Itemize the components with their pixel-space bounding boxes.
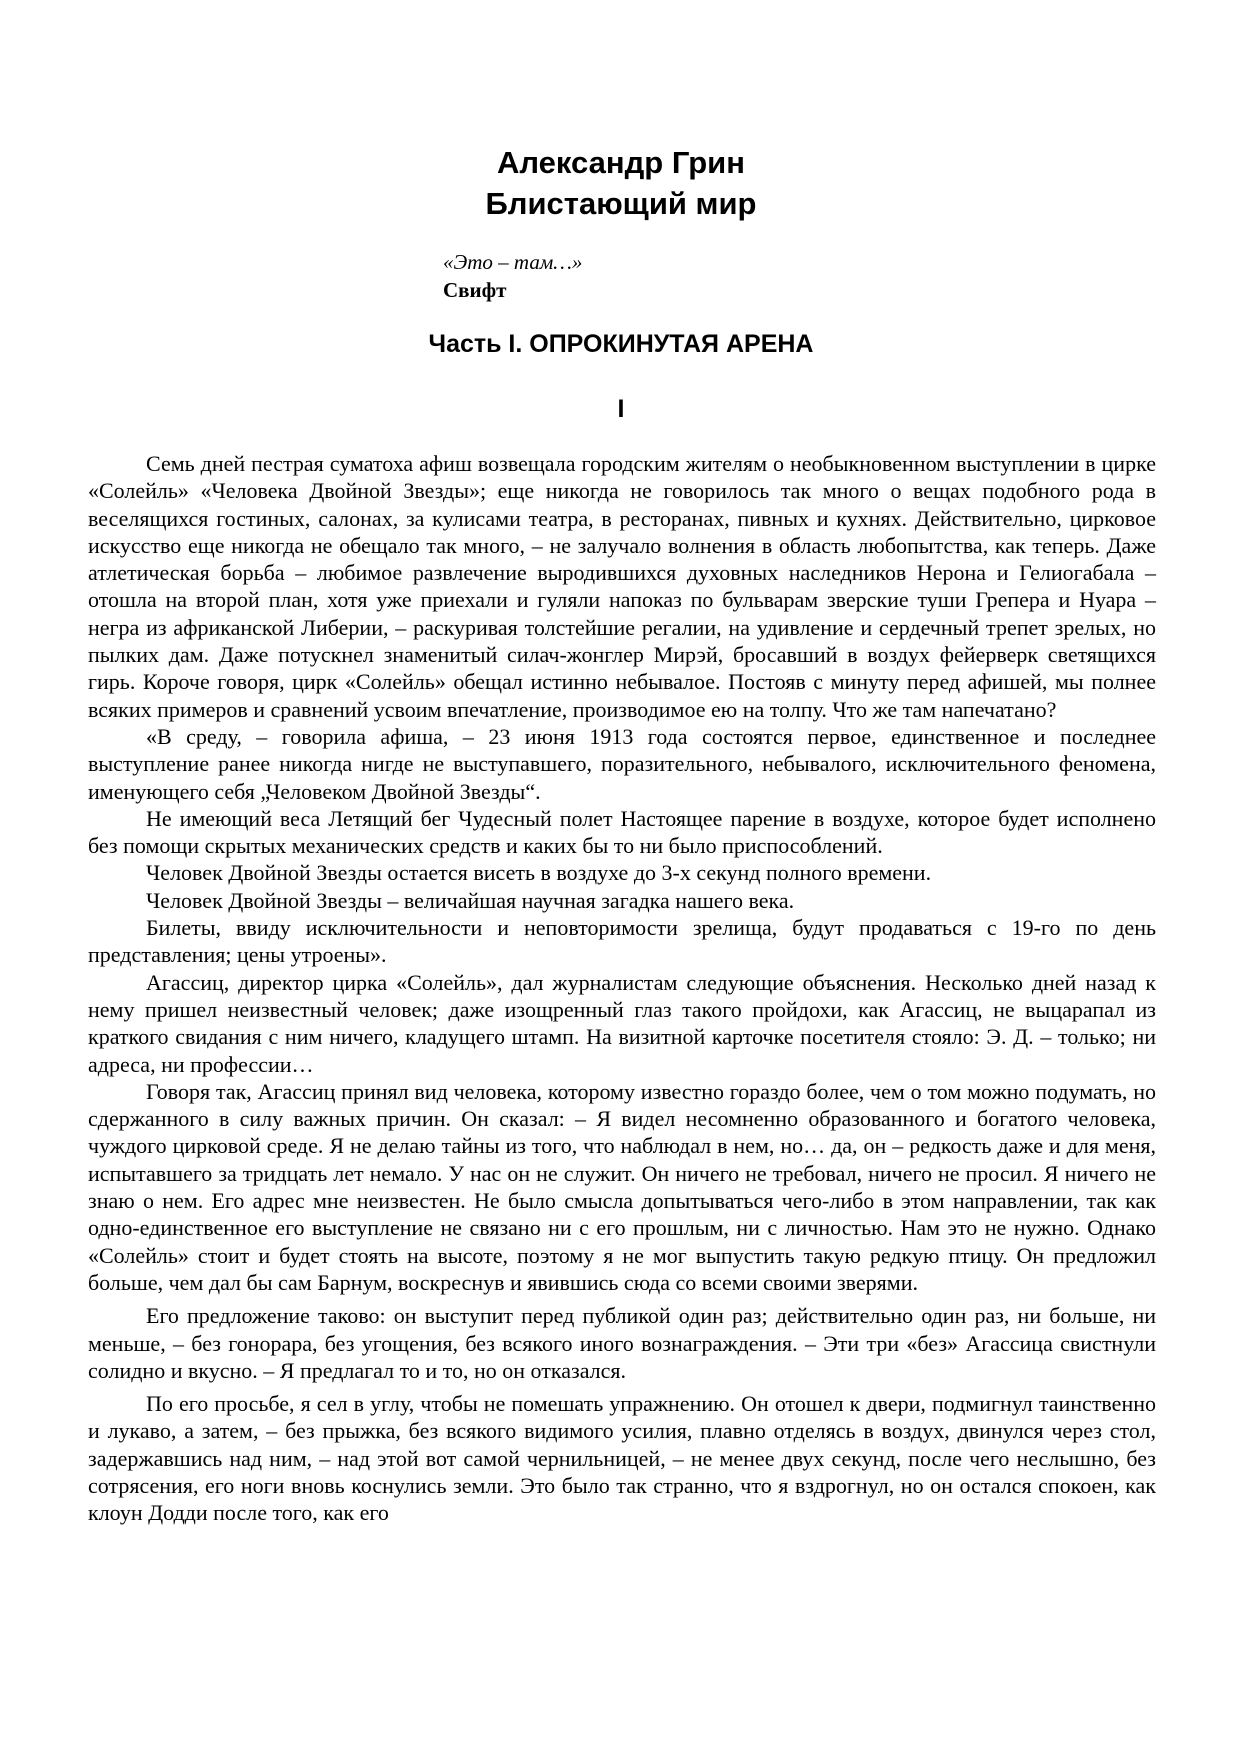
paragraph: По его просьбе, я сел в углу, чтобы не помешать упражнению. Он отошел к двери, подмигнул таинственно и лукаво, а затем, – без прыжка, без всякого видимого усилия, плавно отделясь в воздух, двинулся через стол, задержавшись над ним, – над этой вот самой чернильницей, – не менее двух секунд, после чего неслышно, без сотрясения, его ноги вновь коснулись земли. Это было так странно, что я вздрогнул, но он остался спокоен, как клоун Додди после того, как его: [88, 1391, 1156, 1526]
title-block: [0, 142, 1242, 224]
paragraph: Человек Двойной Звезды остается висеть в воздухе до 3-х секунд полного времени.: [146, 860, 932, 886]
paragraph: «В среду, – говорила афиша, – 23 июня 1913 года состоятся первое, единственное и последнее выступление ранее никогда нигде не выступавшего, поразительного, небывалого, исключительного феномена, именующего себя „Человеком Двойной Звезды“.: [88, 723, 1156, 804]
part-title: Часть I. ОПРОКИНУТАЯ АРЕНА: [428, 330, 814, 358]
paragraph: Не имеющий веса Летящий бег Чудесный полет Настоящее парение в воздухе, которое будет исполнено без помощи скрытых механических средств и каких бы то ни было приспособлений.: [88, 805, 1156, 859]
chapter-number: I: [617, 395, 625, 423]
paragraph: Говоря так, Агассиц принял вид человека, которому известно гораздо более, чем о том можно подумать, но сдержанного в силу важных причин. Он сказал: – Я видел несомненно образованного и богатого человека, чуждого цирковой среде. Я не делаю тайны из того, что наблюдал в нем, но… да, он – редкость даже и для меня, испытавшего за тридцать лет немало. У нас он не служит. Он ничего не требовал, ничего не просил. Я ничего не знаю о нем. Его адрес мне неизвестен. Не было смысла допытываться чего-либо в этом направлении, так как одно-единственное его выступление не связано ни с его прошлым, ни с личностью. Нам это не нужно. Однако «Солейль» стоит и будет стоять на высоте, поэтому я не мог выпустить такую редкую птицу. Он предложил больше, чем дал бы сам Барнум, воскреснув и явившись сюда со всеми своими зверями.: [88, 1078, 1156, 1295]
book-title: Блистающий мир: [485, 186, 757, 221]
paragraph: Билеты, ввиду исключительности и неповторимости зрелища, будут продаваться с 19-го по день представления; цены утроены».: [88, 915, 1156, 968]
epigraph-author: Свифт: [443, 278, 507, 302]
body-text: [88, 450, 1156, 1527]
paragraph: Его предложение таково: он выступит перед публикой один раз; действительно один раз, ни больше, ни меньше, – без гонорара, без угощения, без всякого иного вознаграждения. – Эти три «без» Агассица свистнули солидно и вкусно. – Я предлагал то и то, но он отказался.: [88, 1303, 1156, 1383]
author-name: Александр Грин: [497, 145, 745, 180]
paragraph: Агассиц, директор цирка «Солейль», дал журналистам следующие объяснения. Несколько дней назад к нему пришел неизвестный человек; даже изощренный глаз такого пройдохи, как Агассиц, не выцарапал из краткого свидания с ним ничего, кладущего штамп. На визитной карточке посетителя стояло: Э. Д. – только; ни адреса, ни профессии…: [88, 969, 1156, 1077]
paragraph: Семь дней пестрая суматоха афиш возвещала городским жителям о необыкновенном выступлении в цирке «Солейль» «Человека Двойной Звезды»; еще никогда не говорилось так много о вещах подобного рода в веселящихся гостиных, салонах, за кулисами театра, в ресторанах, пивных и кухнях. Действительно, цирковое искусство еще никогда не обещало так много, – не залучало волнения в область любопытства, как теперь. Даже атлетическая борьба – любимое развлечение выродившихся духовных наследников Нерона и Гелиогабала – отошла на второй план, хотя уже приехали и гуляли напоказ по бульварам зверские туши Грепера и Нуара – негра из африканской Либерии, – раскуривая толстейшие регалии, на удивление и сердечный трепет зрелых, но пылких дам. Даже потускнел знаменитый силач-жонглер Мирэй, бросавший в воздух фейерверк светящихся гирь. Короче говоря, цирк «Солейль» обещал истинно небывалое. Постояв с минуту перед афишей, мы полнее всяких примеров и сравнений усвоим впечатление, производимое ею на толпу. Что же там напечатано?: [88, 451, 1156, 722]
epigraph-quote: «Это – там…»: [443, 250, 583, 274]
epigraph: [443, 248, 582, 304]
paragraph: Человек Двойной Звезды – величайшая научная загадка нашего века.: [146, 887, 795, 913]
